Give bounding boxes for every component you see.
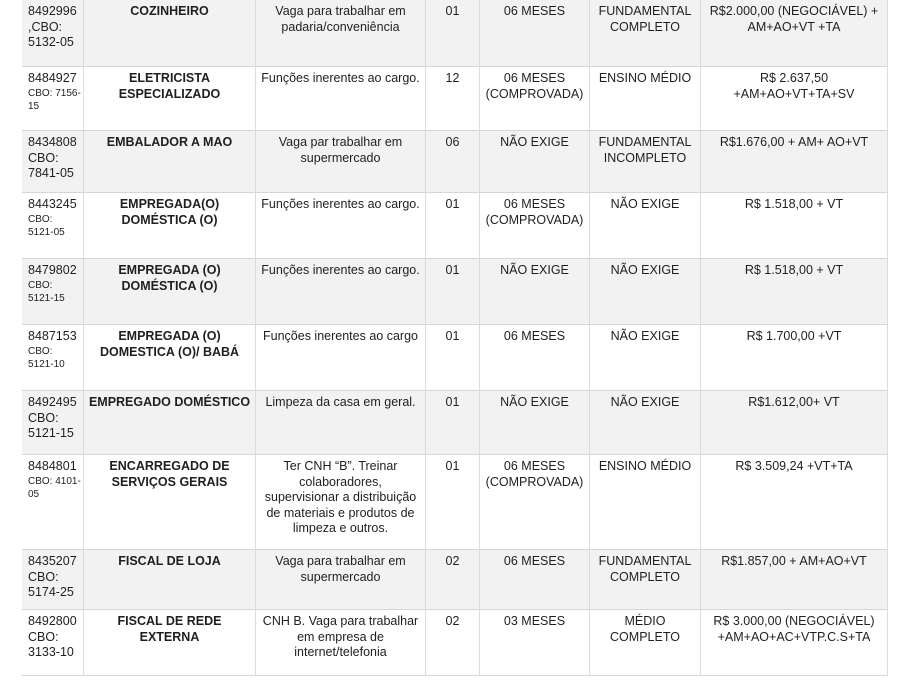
job-description-cell — [256, 455, 426, 550]
vacancy-code: 8484927 — [28, 71, 77, 85]
salary-benefits: R$1.612,00+ VT — [748, 395, 840, 409]
salary-benefits: R$2.000,00 (NEGOCIÁVEL) + AM+AO+VT +TA — [709, 4, 879, 34]
experience-cell — [480, 259, 590, 325]
vacancy-code-cell — [22, 455, 84, 550]
job-description-cell — [256, 550, 426, 610]
job-vacancies-table-container — [22, 0, 888, 676]
vacancy-code: 8492800 — [28, 614, 77, 628]
table-row — [22, 193, 888, 259]
table-row — [22, 391, 888, 455]
job-description: Vaga para trabalhar em supermercado — [275, 554, 406, 584]
vacancy-code: 8487153 — [28, 329, 77, 343]
education-requirement: ENSINO MÉDIO — [598, 71, 692, 85]
salary-benefits: R$ 3.509,24 +VT+TA — [735, 459, 853, 473]
quantity-cell — [426, 550, 480, 610]
job-title-cell — [84, 131, 256, 193]
vacancy-code-cell — [22, 0, 84, 67]
education-requirement: MÉDIO COMPLETO — [610, 614, 680, 644]
experience-requirement: 06 MESES — [503, 554, 566, 568]
cbo-code: CBO: 5121-15 — [28, 410, 74, 440]
education-requirement: FUNDAMENTAL INCOMPLETO — [598, 135, 692, 165]
education-cell — [590, 325, 701, 391]
job-description: Ter CNH “B”. Treinar colaboradores, supervisionar a distribuição de materiais e produtos de limpeza e outros. — [264, 459, 417, 535]
salary-cell — [701, 455, 888, 550]
cbo-code: CBO: 5174-25 — [28, 569, 74, 599]
quantity-cell — [426, 610, 480, 676]
vacancy-code: 8443245 — [28, 197, 77, 211]
salary-cell — [701, 325, 888, 391]
vacancy-code: 8492996 — [28, 4, 77, 18]
education-cell — [590, 610, 701, 676]
job-title: EMPREGADA (O) DOMESTICA (O)/ BABÁ — [99, 329, 240, 359]
vacancy-quantity: 01 — [445, 263, 460, 277]
vacancy-code: 8492495 — [28, 395, 77, 409]
vacancy-quantity: 01 — [445, 459, 460, 473]
cbo-code: CBO: 5121-05 — [28, 213, 65, 238]
vacancy-code: 8435207 — [28, 554, 77, 568]
education-cell — [590, 67, 701, 131]
quantity-cell — [426, 391, 480, 455]
cbo-code: CBO: 7156- 15 — [28, 87, 81, 112]
job-description: Vaga par trabalhar em supermercado — [278, 135, 403, 165]
job-description-cell — [256, 325, 426, 391]
table-row — [22, 455, 888, 550]
vacancy-quantity: 01 — [445, 4, 460, 18]
salary-cell — [701, 193, 888, 259]
vacancy-quantity: 02 — [445, 614, 460, 628]
job-title: ENCARREGADO DE SERVIÇOS GERAIS — [109, 459, 230, 489]
vacancy-code-cell — [22, 259, 84, 325]
job-description-cell — [256, 193, 426, 259]
job-title: EMPREGADA (O) DOMÉSTICA (O) — [118, 263, 221, 293]
education-requirement: NÃO EXIGE — [610, 197, 680, 211]
quantity-cell — [426, 131, 480, 193]
quantity-cell — [426, 325, 480, 391]
job-title-cell — [84, 67, 256, 131]
salary-benefits: R$ 2.637,50 +AM+AO+VT+TA+SV — [733, 71, 855, 101]
cbo-code: ,CBO: 5132-05 — [28, 19, 74, 49]
quantity-cell — [426, 67, 480, 131]
job-title-cell — [84, 0, 256, 67]
vacancy-code-cell — [22, 550, 84, 610]
vacancy-code-cell — [22, 325, 84, 391]
job-title-cell — [84, 455, 256, 550]
salary-cell — [701, 0, 888, 67]
experience-requirement: NÃO EXIGE — [500, 263, 569, 277]
cbo-code: CBO: 5121-15 — [28, 279, 65, 304]
job-title: COZINHEIRO — [130, 4, 209, 18]
quantity-cell — [426, 193, 480, 259]
job-description-cell — [256, 391, 426, 455]
job-title-cell — [84, 259, 256, 325]
vacancy-quantity: 01 — [445, 329, 460, 343]
table-row — [22, 325, 888, 391]
quantity-cell — [426, 455, 480, 550]
table-row — [22, 259, 888, 325]
salary-benefits: R$ 3.000,00 (NEGOCIÁVEL) +AM+AO+AC+VTP.C.S+TA — [713, 614, 875, 644]
experience-requirement: 06 MESES (COMPROVADA) — [485, 197, 584, 227]
job-description: CNH B. Vaga para trabalhar em empresa de internet/telefonia — [262, 614, 419, 659]
job-description-cell — [256, 131, 426, 193]
job-description: Funções inerentes ao cargo. — [261, 71, 420, 85]
vacancy-code-cell — [22, 610, 84, 676]
experience-cell — [480, 0, 590, 67]
experience-requirement: NÃO EXIGE — [500, 135, 569, 149]
salary-benefits: R$ 1.518,00 + VT — [744, 197, 844, 211]
salary-cell — [701, 259, 888, 325]
education-requirement: ENSINO MÉDIO — [598, 459, 692, 473]
cbo-code: CBO: 5121-10 — [28, 345, 65, 370]
job-title-cell — [84, 193, 256, 259]
experience-cell — [480, 391, 590, 455]
salary-cell — [701, 391, 888, 455]
job-title-cell — [84, 550, 256, 610]
table-row — [22, 610, 888, 676]
vacancy-code: 8479802 — [28, 263, 77, 277]
salary-benefits: R$ 1.518,00 + VT — [744, 263, 844, 277]
job-description: Funções inerentes ao cargo. — [261, 197, 420, 211]
education-cell — [590, 193, 701, 259]
salary-cell — [701, 67, 888, 131]
job-description-cell — [256, 0, 426, 67]
job-title: EMPREGADO DOMÉSTICO — [88, 395, 251, 409]
education-cell — [590, 0, 701, 67]
job-description-cell — [256, 259, 426, 325]
table-row — [22, 0, 888, 67]
experience-requirement: 06 MESES — [503, 329, 566, 343]
job-description-cell — [256, 67, 426, 131]
experience-cell — [480, 610, 590, 676]
vacancy-code: 8484801 — [28, 459, 77, 473]
salary-cell — [701, 550, 888, 610]
job-description-cell — [256, 610, 426, 676]
vacancy-code-cell — [22, 391, 84, 455]
vacancy-quantity: 01 — [445, 197, 460, 211]
education-requirement: NÃO EXIGE — [610, 329, 680, 343]
salary-cell — [701, 131, 888, 193]
cbo-code: CBO: 4101- 05 — [28, 475, 81, 500]
quantity-cell — [426, 259, 480, 325]
experience-requirement: 06 MESES — [503, 4, 566, 18]
vacancy-code-cell — [22, 67, 84, 131]
education-cell — [590, 131, 701, 193]
education-cell — [590, 550, 701, 610]
experience-cell — [480, 193, 590, 259]
vacancy-code: 8434808 — [28, 135, 77, 149]
cbo-code: CBO: 7841-05 — [28, 150, 74, 180]
education-cell — [590, 259, 701, 325]
job-description: Funções inerentes ao cargo. — [261, 263, 420, 277]
vacancy-quantity: 01 — [445, 395, 460, 409]
experience-cell — [480, 455, 590, 550]
job-description: Vaga para trabalhar em padaria/conveniência — [275, 4, 406, 34]
education-requirement: FUNDAMENTAL COMPLETO — [598, 4, 692, 34]
job-title: FISCAL DE LOJA — [118, 554, 221, 568]
job-title: EMBALADOR A MAO — [106, 135, 233, 149]
experience-cell — [480, 131, 590, 193]
education-cell — [590, 455, 701, 550]
table-row — [22, 550, 888, 610]
salary-benefits: R$1.857,00 + AM+AO+VT — [721, 554, 867, 568]
job-description: Funções inerentes ao cargo — [263, 329, 418, 343]
experience-cell — [480, 325, 590, 391]
experience-requirement: 03 MESES — [503, 614, 566, 628]
job-title-cell — [84, 610, 256, 676]
education-cell — [590, 391, 701, 455]
cbo-code: CBO: 3133-10 — [28, 629, 74, 659]
vacancy-quantity: 06 — [445, 135, 460, 149]
vacancy-quantity: 12 — [445, 71, 460, 85]
salary-cell — [701, 610, 888, 676]
table-row — [22, 67, 888, 131]
education-requirement: FUNDAMENTAL COMPLETO — [598, 554, 692, 584]
job-description: Limpeza da casa em geral. — [265, 395, 416, 409]
vacancy-quantity: 02 — [445, 554, 460, 568]
education-requirement: NÃO EXIGE — [610, 395, 680, 409]
salary-benefits: R$1.676,00 + AM+ AO+VT — [719, 135, 869, 149]
experience-requirement: 06 MESES (COMPROVADA) — [485, 71, 584, 101]
job-title: FISCAL DE REDE EXTERNA — [117, 614, 222, 644]
table-body — [22, 0, 888, 676]
experience-cell — [480, 550, 590, 610]
quantity-cell — [426, 0, 480, 67]
salary-benefits: R$ 1.700,00 +VT — [746, 329, 842, 343]
job-vacancies-table — [22, 0, 888, 676]
vacancy-code-cell — [22, 193, 84, 259]
experience-requirement: NÃO EXIGE — [500, 395, 569, 409]
experience-cell — [480, 67, 590, 131]
job-title: EMPREGADA(O) DOMÉSTICA (O) — [119, 197, 220, 227]
job-title: ELETRICISTA ESPECIALIZADO — [118, 71, 221, 101]
education-requirement: NÃO EXIGE — [610, 263, 680, 277]
experience-requirement: 06 MESES (COMPROVADA) — [485, 459, 584, 489]
job-title-cell — [84, 325, 256, 391]
table-row — [22, 131, 888, 193]
vacancy-code-cell — [22, 131, 84, 193]
job-title-cell — [84, 391, 256, 455]
